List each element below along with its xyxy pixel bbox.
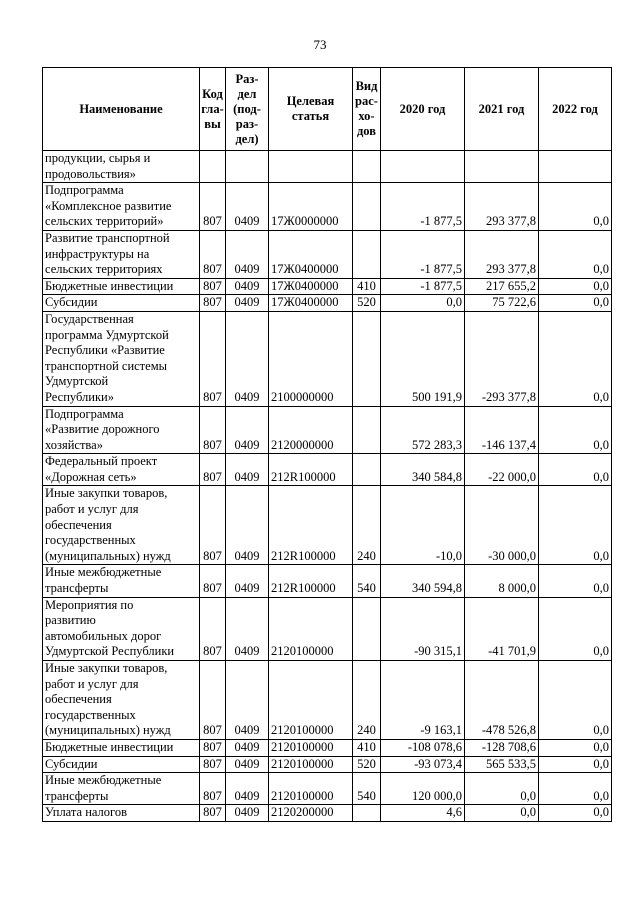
cell-2022: 0,0 <box>539 565 612 597</box>
cell-2022: 0,0 <box>539 805 612 822</box>
cell-section: 0409 <box>226 597 269 660</box>
cell-code: 807 <box>200 454 226 486</box>
header-2020: 2020 год <box>381 68 465 151</box>
cell-2021: 565 533,5 <box>465 756 539 773</box>
table-row <box>43 661 612 740</box>
table-row <box>43 311 612 406</box>
cell-2020: 340 584,8 <box>381 454 465 486</box>
table-row <box>43 486 612 565</box>
cell-name-line: Субсидии <box>45 756 98 771</box>
cell-expense <box>353 597 381 660</box>
cell-2022: 0,0 <box>539 295 612 312</box>
table-row <box>43 406 612 454</box>
cell-2022: 0,0 <box>539 661 612 740</box>
cell-name-line: транспортной системы <box>45 358 167 373</box>
cell-name-line: продукции, сырья и <box>45 151 151 165</box>
cell-code: 807 <box>200 295 226 312</box>
cell-code: 807 <box>200 773 226 805</box>
cell-name-line: работ и услуг для <box>45 676 139 691</box>
cell-name <box>43 183 200 231</box>
cell-2022: 0,0 <box>539 773 612 805</box>
cell-name-line: трансферты <box>45 788 109 803</box>
cell-expense <box>353 454 381 486</box>
cell-name <box>43 151 200 183</box>
cell-2021: 0,0 <box>465 805 539 822</box>
cell-expense: 410 <box>353 739 381 756</box>
cell-code: 807 <box>200 278 226 295</box>
cell-name-line: трансферты <box>45 581 109 596</box>
cell-2022: 0,0 <box>539 406 612 454</box>
cell-2021 <box>465 151 539 183</box>
budget-table <box>42 67 612 822</box>
cell-name-line: Республики» <box>45 389 114 404</box>
cell-name-line: Уплата налогов <box>45 805 127 820</box>
table-row <box>43 805 612 822</box>
cell-code: 807 <box>200 597 226 660</box>
cell-code: 807 <box>200 739 226 756</box>
header-expense: Вид рас- хо- дов <box>353 68 381 151</box>
cell-target: 212R100000 <box>269 565 353 597</box>
cell-name-line: сельских территориях <box>45 262 163 277</box>
cell-name-line: Иные закупки товаров, <box>45 486 168 501</box>
cell-2021: -30 000,0 <box>465 486 539 565</box>
table-body <box>43 151 612 822</box>
header-section: Раз- дел (под- раз- дел) <box>226 68 269 151</box>
cell-name <box>43 739 200 756</box>
cell-target: 2120000000 <box>269 406 353 454</box>
cell-target: 2120100000 <box>269 756 353 773</box>
table-row <box>43 454 612 486</box>
cell-target: 2120100000 <box>269 661 353 740</box>
table-row <box>43 183 612 231</box>
cell-name <box>43 311 200 406</box>
cell-section: 0409 <box>226 486 269 565</box>
table-row <box>43 151 612 183</box>
cell-section: 0409 <box>226 565 269 597</box>
cell-2020: -93 073,4 <box>381 756 465 773</box>
header-target: Целевая статья <box>269 68 353 151</box>
cell-2022 <box>539 151 612 183</box>
cell-target: 17Ж0400000 <box>269 278 353 295</box>
cell-2022: 0,0 <box>539 230 612 278</box>
cell-section: 0409 <box>226 278 269 295</box>
cell-code: 807 <box>200 230 226 278</box>
cell-name-line: хозяйства» <box>45 437 103 452</box>
cell-section <box>226 151 269 183</box>
table-row <box>43 756 612 773</box>
cell-section: 0409 <box>226 661 269 740</box>
cell-code: 807 <box>200 805 226 822</box>
cell-name <box>43 278 200 295</box>
cell-name-line: продовольствия» <box>45 166 136 181</box>
cell-2022: 0,0 <box>539 183 612 231</box>
cell-2022: 0,0 <box>539 597 612 660</box>
cell-expense: 540 <box>353 565 381 597</box>
cell-2021: -22 000,0 <box>465 454 539 486</box>
cell-section: 0409 <box>226 454 269 486</box>
cell-name-line: (муниципальных) нужд <box>45 548 171 563</box>
cell-target: 17Ж0400000 <box>269 295 353 312</box>
cell-expense <box>353 151 381 183</box>
cell-code: 807 <box>200 311 226 406</box>
header-2021: 2021 год <box>465 68 539 151</box>
cell-section: 0409 <box>226 739 269 756</box>
cell-section: 0409 <box>226 805 269 822</box>
cell-2020 <box>381 151 465 183</box>
cell-name-line: работ и услуг для <box>45 502 139 517</box>
cell-2020: 4,6 <box>381 805 465 822</box>
cell-2020: -1 877,5 <box>381 230 465 278</box>
cell-name-line: Развитие транспортной <box>45 230 170 245</box>
cell-name-line: государственных <box>45 533 136 548</box>
header-name: Наименование <box>43 68 200 151</box>
cell-expense <box>353 406 381 454</box>
cell-target: 17Ж0000000 <box>269 183 353 231</box>
cell-name-line: программа Удмуртской <box>45 327 169 342</box>
cell-name <box>43 486 200 565</box>
cell-name <box>43 805 200 822</box>
cell-2020: 0,0 <box>381 295 465 312</box>
cell-2020: -108 078,6 <box>381 739 465 756</box>
cell-section: 0409 <box>226 406 269 454</box>
header-code: Код гла- вы <box>200 68 226 151</box>
cell-2022: 0,0 <box>539 756 612 773</box>
cell-2022: 0,0 <box>539 454 612 486</box>
cell-expense: 240 <box>353 661 381 740</box>
cell-2021: 217 655,2 <box>465 278 539 295</box>
page-number: 73 <box>313 37 327 52</box>
cell-code: 807 <box>200 756 226 773</box>
cell-name <box>43 295 200 312</box>
cell-section: 0409 <box>226 756 269 773</box>
cell-2021: -478 526,8 <box>465 661 539 740</box>
cell-name-line: Удмуртской Республики <box>45 644 175 659</box>
cell-target: 2120100000 <box>269 773 353 805</box>
cell-section: 0409 <box>226 295 269 312</box>
cell-2020: -1 877,5 <box>381 183 465 231</box>
cell-expense: 520 <box>353 295 381 312</box>
cell-name-line: инфраструктуры на <box>45 246 150 261</box>
cell-name <box>43 454 200 486</box>
cell-section: 0409 <box>226 773 269 805</box>
cell-name-line: Иные закупки товаров, <box>45 661 168 675</box>
cell-expense <box>353 183 381 231</box>
cell-2021: -41 701,9 <box>465 597 539 660</box>
cell-name-line: Государственная <box>45 311 134 326</box>
table-row <box>43 295 612 312</box>
cell-target: 212R100000 <box>269 454 353 486</box>
cell-name-line: «Развитие дорожного <box>45 422 160 437</box>
cell-2020: -1 877,5 <box>381 278 465 295</box>
cell-expense <box>353 311 381 406</box>
cell-name <box>43 230 200 278</box>
cell-name-line: Удмуртской <box>45 374 109 389</box>
cell-2020: 340 594,8 <box>381 565 465 597</box>
cell-section: 0409 <box>226 230 269 278</box>
cell-code: 807 <box>200 406 226 454</box>
cell-code: 807 <box>200 661 226 740</box>
cell-name-line: обеспечения <box>45 692 112 707</box>
cell-expense <box>353 805 381 822</box>
cell-name-line: (муниципальных) нужд <box>45 723 171 738</box>
cell-name-line: Мероприятия по <box>45 597 134 612</box>
cell-name-line: Субсидии <box>45 295 98 310</box>
table-row <box>43 278 612 295</box>
cell-target: 2120100000 <box>269 739 353 756</box>
cell-name-line: Иные межбюджетные <box>45 773 162 788</box>
cell-expense <box>353 230 381 278</box>
table-row <box>43 739 612 756</box>
cell-name-line: Республики «Развитие <box>45 343 165 358</box>
cell-2022: 0,0 <box>539 486 612 565</box>
cell-2022: 0,0 <box>539 311 612 406</box>
cell-2021: -293 377,8 <box>465 311 539 406</box>
cell-name-line: Федеральный проект <box>45 454 158 469</box>
table-row <box>43 565 612 597</box>
cell-name <box>43 756 200 773</box>
cell-name-line: обеспечения <box>45 517 112 532</box>
cell-name <box>43 661 200 740</box>
cell-expense: 540 <box>353 773 381 805</box>
cell-name <box>43 565 200 597</box>
cell-target: 2120100000 <box>269 597 353 660</box>
cell-code: 807 <box>200 565 226 597</box>
cell-code: 807 <box>200 486 226 565</box>
cell-code <box>200 151 226 183</box>
cell-name <box>43 597 200 660</box>
cell-2021: -128 708,6 <box>465 739 539 756</box>
cell-2020: -90 315,1 <box>381 597 465 660</box>
cell-name-line: Иные межбюджетные <box>45 565 162 580</box>
cell-name-line: автомобильных дорог <box>45 628 162 643</box>
cell-2020: -10,0 <box>381 486 465 565</box>
cell-name-line: «Комплексное развитие <box>45 198 172 213</box>
cell-name-line: сельских территорий» <box>45 214 164 229</box>
cell-2021: 293 377,8 <box>465 230 539 278</box>
cell-2021: 75 722,6 <box>465 295 539 312</box>
cell-name-line: Бюджетные инвестиции <box>45 278 174 293</box>
cell-name-line: Подпрограмма <box>45 406 124 421</box>
cell-expense: 410 <box>353 278 381 295</box>
cell-target: 2120200000 <box>269 805 353 822</box>
cell-section: 0409 <box>226 311 269 406</box>
cell-2020: 572 283,3 <box>381 406 465 454</box>
cell-2020: -9 163,1 <box>381 661 465 740</box>
cell-2020: 120 000,0 <box>381 773 465 805</box>
cell-expense: 520 <box>353 756 381 773</box>
cell-name <box>43 406 200 454</box>
header-2022: 2022 год <box>539 68 612 151</box>
table-row <box>43 597 612 660</box>
cell-2022: 0,0 <box>539 278 612 295</box>
cell-2022: 0,0 <box>539 739 612 756</box>
cell-name-line: «Дорожная сеть» <box>45 469 137 484</box>
cell-2021: -146 137,4 <box>465 406 539 454</box>
cell-section: 0409 <box>226 183 269 231</box>
cell-name-line: Бюджетные инвестиции <box>45 739 174 754</box>
cell-target <box>269 151 353 183</box>
table-row <box>43 773 612 805</box>
cell-code: 807 <box>200 183 226 231</box>
cell-expense: 240 <box>353 486 381 565</box>
table-row <box>43 230 612 278</box>
cell-name <box>43 773 200 805</box>
cell-target: 17Ж0400000 <box>269 230 353 278</box>
header-row <box>43 68 612 151</box>
cell-2021: 293 377,8 <box>465 183 539 231</box>
cell-name-line: Подпрограмма <box>45 183 124 198</box>
cell-target: 212R100000 <box>269 486 353 565</box>
cell-2021: 8 000,0 <box>465 565 539 597</box>
cell-2021: 0,0 <box>465 773 539 805</box>
cell-target: 2100000000 <box>269 311 353 406</box>
cell-name-line: государственных <box>45 707 136 722</box>
cell-name-line: развитию <box>45 613 96 628</box>
cell-2020: 500 191,9 <box>381 311 465 406</box>
